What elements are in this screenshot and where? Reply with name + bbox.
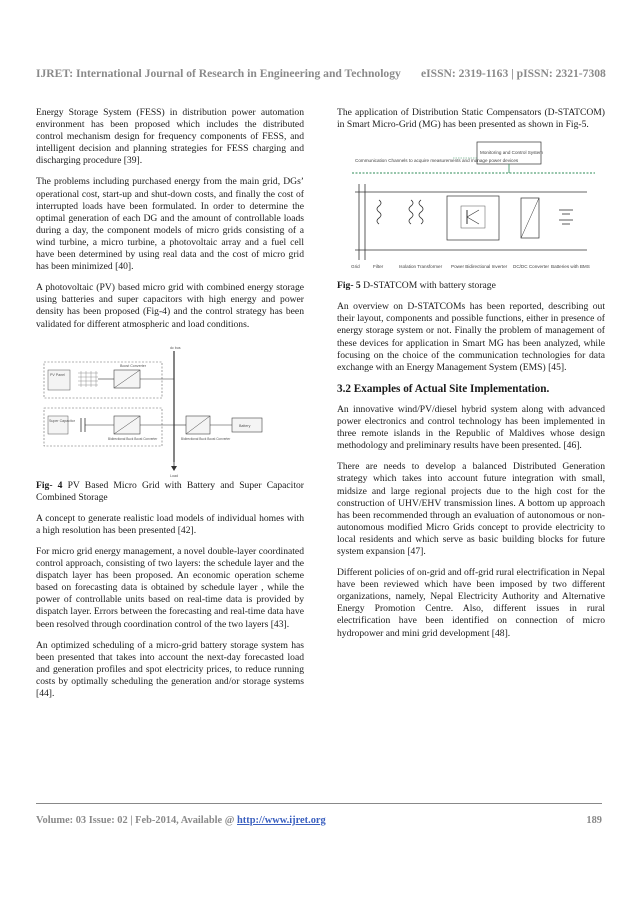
paragraph: There are needs to develop a balanced Distributed Generation strategy which takes into account future integration with small, midsize and large regional projects due to the high cost for the construction of UHV/EHV transmission lines. A bottom up approach has been recommended through an evaluation of autonomous or non-autonomous modified Micro Grids concept to provide electricity to local residents and which serve as basic building blocks for future system expansion [47]. [337, 461, 605, 557]
paragraph: An optimized scheduling of a micro-grid battery storage system has been presented that takes into account the next-day forecasted load and generation profiles and spot electricity prices, to reduce running costs by optimally scheduling the generation and/or storage systems [44]. [36, 639, 304, 699]
filter-label: Filter [373, 264, 384, 270]
batteries-label: Batteries with BMS [551, 264, 590, 270]
paragraph: The application of Distribution Static Compensators (D-STATCOM) in Smart Micro-Grid (MG) has been presented as shown in Fig-5. [337, 107, 605, 131]
super-capacitor-label: Super Capacitor [49, 418, 75, 423]
paragraph: Different policies of on-grid and off-grid rural electrification in Nepal have been reviewed which have been imposed by two different organizations, namely, Nepal Electricity Authority and Alternative Energy Promotion Centre. Also, different issues in rural electrification have been identified on connection of micro hydropower and mini grid development [48]. [337, 567, 605, 639]
footer-rule [36, 803, 602, 804]
battery-label: Battery [239, 423, 251, 428]
figure-4-caption [36, 480, 304, 504]
isolation-transformer-label: Isolation Transformer [399, 264, 443, 270]
communication-channels-label: Communication Channels to acquire measurements and manage power devices [355, 158, 519, 164]
paragraph: For micro grid energy management, a novel double-layer coordinated control approach, consisting of two layers: the schedule layer and the dispatch layer has been proposed. An economic operation scheme based on forecasting data is obtained by schedule layer , while the power of controllable units based on real-time data is provided by dispatch layer. Errors between the forecasting and real-time data have been resolved through coordination control of the two layers [43]. [36, 545, 304, 630]
figure-4-label: Fig- 4 [36, 479, 63, 491]
boost-converter-label: Boost Converter [120, 363, 146, 368]
paragraph: The problems including purchased energy from the main grid, DGs’ operational cost, start-up and shut-down costs, and finally the cost of interrupted loads have been formulated. In order to determine the optimal generation of each DG and the amount of controllable loads during a day, the component models of micro grids consisting of a wind turbine, a micro turbine, a photovoltaic array and a fuel cell have been determined by using real data and the cost of micro grid has been minimized [40]. [36, 176, 304, 273]
load-label: Load [170, 473, 178, 478]
paragraph: An overview on D-STATCOMs has been reported, describing out their layout, components and possible functions, either in presence of energy storage system or not. Finally the problem of management of these devices for application in Smart MG has been analyzed, while focusing on the choice of the communication technologies for data exchange with an Energy Management System (EMS) [45]. [337, 301, 605, 373]
paragraph: A concept to generate realistic load models of individual homes with a high resolution has been presented [42]. [36, 512, 304, 536]
right-column [337, 107, 605, 649]
running-header [36, 67, 606, 80]
issn: eISSN: 2319-1163 | pISSN: 2321-7308 [421, 67, 606, 80]
figure-5-caption-text: D-STATCOM with battery storage [360, 280, 496, 292]
footer-volume: Volume: 03 Issue: 02 | Feb-2014, Available @ [36, 815, 238, 826]
dc-bus-label: dc bus [170, 345, 181, 350]
grid-label: Grid [351, 264, 360, 270]
power-inverter-label: Power Bidirectional Inverter [451, 264, 508, 270]
page-footer [36, 815, 602, 826]
figure-5-label: Fig- 5 [337, 280, 361, 292]
paragraph: Energy Storage System (FESS) in distribution power automation environment has been proposed which includes the distributed control mechanism design for frequency components of FESS, and intelligent decision and planning strategies for FESS charging and discharging procedure [39]. [36, 107, 304, 167]
bidirectional-converter-right-label: Bidirectional Buck Boost Converter [181, 436, 231, 441]
figure-5-caption [337, 280, 605, 292]
page-number: 189 [586, 815, 602, 826]
figure-4-caption-text: PV Based Micro Grid with Battery and Super Capacitor Combined Storage [36, 479, 304, 503]
pv-panel-label: PV Panel [50, 372, 65, 377]
paragraph: A photovoltaic (PV) based micro grid with combined energy storage using batteries and super capacitors with high energy and power density has been proposed (Fig-4) and the control strategy has been validated for different atmospheric and load conditions. [36, 282, 304, 330]
journal-link[interactable]: http://www.ijret.org [237, 815, 326, 826]
paragraph: An innovative wind/PV/diesel hybrid system along with advanced power electronics and control technology has been implemented in three remote islands in the Republic of Maldives whose design methodology and preliminary results have been presented. [46]. [337, 403, 605, 452]
section-heading: 3.2 Examples of Actual Site Implementation. [337, 382, 550, 395]
left-column [36, 107, 304, 709]
journal-title: IJRET: International Journal of Research in Engineering and Technology [36, 67, 401, 80]
figure-4-diagram [36, 340, 304, 480]
monitoring-control-label: Monitoring and Control System [480, 150, 544, 156]
figure-5-diagram [337, 140, 605, 280]
bidirectional-converter-left-label: Bidirectional Buck Boost Converter [108, 436, 158, 441]
dcdc-converter-label: DC/DC Converter [513, 264, 549, 270]
